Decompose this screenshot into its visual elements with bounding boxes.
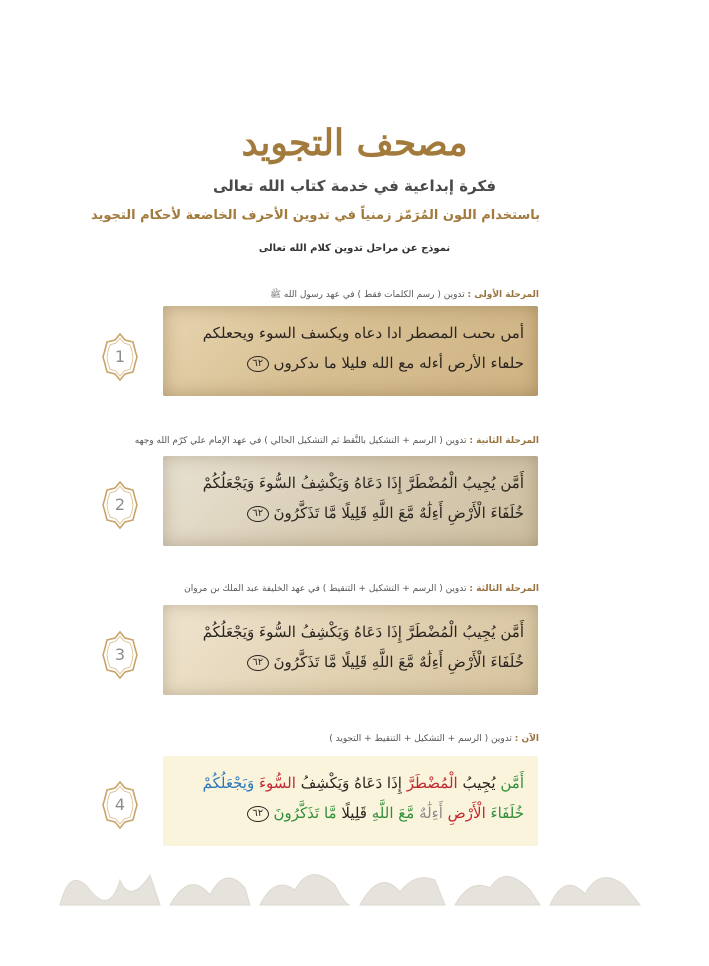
- verse-panel-1: [163, 306, 538, 396]
- stage-label-1: المرحلة الأولى :: [467, 290, 539, 300]
- stage-label-4: الآن :: [514, 734, 539, 744]
- stage-badge-4: [101, 780, 139, 830]
- stage-caption-3: [139, 584, 539, 594]
- stage-number-3: 3: [114, 645, 126, 664]
- stage-label-2: المرحلة الثانية :: [469, 436, 539, 446]
- stage-badge-2: [101, 480, 139, 530]
- stage-description-4: تدوين ( الرسم + التشكيل + التنقيط + التجويد ): [329, 734, 512, 744]
- page-tagline: باستخدام اللون المُرَمّز زمنياً في تدوين الأحرف الخاضعة لأحكام التجويد: [91, 208, 540, 223]
- verse-end-marker-icon: ٦٢: [247, 356, 269, 372]
- verse-line-2: [177, 498, 524, 528]
- verse-text: خُلَفَاءَ الْأَرْضِ أَءِلَٰهٌ مَّعَ اللَّهِ قَلِيلًا مَّا تَذَكَّرُونَ: [273, 504, 524, 522]
- tajweed-word: يُجِيبُ: [462, 774, 501, 792]
- stage-label-3: المرحلة الثالثة :: [469, 584, 539, 594]
- stage-caption-1: [139, 288, 539, 302]
- stage-caption-4: [139, 734, 539, 744]
- verse-line-1: أَمَّن يُجِيبُ الْمُضْطَرَّ إِذَا دَعَاهُ وَيَكْشِفُ السُّوءَ وَيَجْعَلُكُمْ: [202, 474, 524, 492]
- tajweed-word: أَءِلَٰهٌ: [419, 804, 448, 822]
- verse-text: حلڡاء الأرص أءله مع الله ڡليلا ما ىدكروں: [273, 354, 524, 372]
- stage-number-1: 1: [114, 347, 126, 366]
- verse-end-marker-icon: ٦٢: [247, 806, 269, 822]
- verse-text: خُلَفَاءَ الْأَرْضِ أَءِلَٰهٌ مَّعَ اللَّهِ قَلِيلًا مَّا تَذَكَّرُونَ: [273, 653, 524, 671]
- verse-panel-4: [163, 756, 538, 846]
- stage-description-3: تدوين ( الرسم + التشكيل + التنقيط ) في عهد الخليفة عبد الملك بن مروان: [184, 584, 467, 594]
- verse-line-1: [177, 768, 524, 798]
- tajweed-word: أَمَّن: [500, 774, 524, 792]
- stage-description-2: تدوين ( الرسم + التشكيل بالنَّقط ثم التشكيل الحالي ) في عهد الإمام علي كرّم الله وجهه: [134, 436, 467, 446]
- stage-number-4: 4: [114, 795, 126, 814]
- sample-note: نموذج عن مراحل تدوين كلام الله تعالى: [258, 243, 451, 254]
- page-title: مصحف التجويد: [241, 122, 468, 164]
- verse-line-2: [177, 798, 524, 828]
- tajweed-word: وَيَجْعَلُكُمْ: [202, 774, 259, 792]
- verse-line-2: [177, 348, 524, 378]
- verse-line-1: أمں ىحىٮ المصطر ادا دعاه ويكسف السوء ويحعلكم: [202, 324, 524, 342]
- tajweed-word: مَّا تَذَكَّرُونَ: [273, 804, 342, 822]
- stage-badge-3: [101, 630, 139, 680]
- page-subtitle: فكرة إبداعية في خدمة كتاب الله تعالى: [212, 177, 497, 195]
- verse-panel-3: [163, 605, 538, 695]
- tajweed-word: السُّوءَ: [259, 774, 301, 792]
- calligraphy-ornament-icon: [50, 860, 650, 910]
- verse-line-1: أَمَّن يُجِيبُ الْمُضْطَرَّ إِذَا دَعَاهُ وَيَكْشِفُ السُّوءَ وَيَجْعَلُكُمْ: [202, 623, 524, 641]
- tajweed-word: قَلِيلًا: [341, 804, 372, 822]
- tajweed-word: مَّعَ اللَّهِ: [371, 804, 420, 822]
- tajweed-word: الْمُضْطَرَّ: [406, 774, 463, 792]
- verse-end-marker-icon: ٦٢: [247, 506, 269, 522]
- stage-description-1: تدوين ( رسم الكلمات فقط ) في عهد رسول الله ﷺ: [270, 290, 465, 300]
- stage-badge-1: [101, 332, 139, 382]
- tajweed-word: خُلَفَاءَ: [490, 804, 524, 822]
- stage-caption-2: [134, 436, 539, 446]
- tajweed-word: إِذَا دَعَاهُ وَيَكْشِفُ: [300, 774, 407, 792]
- tajweed-word: الْأَرْضِ: [447, 804, 491, 822]
- stage-number-2: 2: [114, 495, 126, 514]
- verse-line-2: [177, 647, 524, 677]
- verse-end-marker-icon: ٦٢: [247, 655, 269, 671]
- verse-panel-2: [163, 456, 538, 546]
